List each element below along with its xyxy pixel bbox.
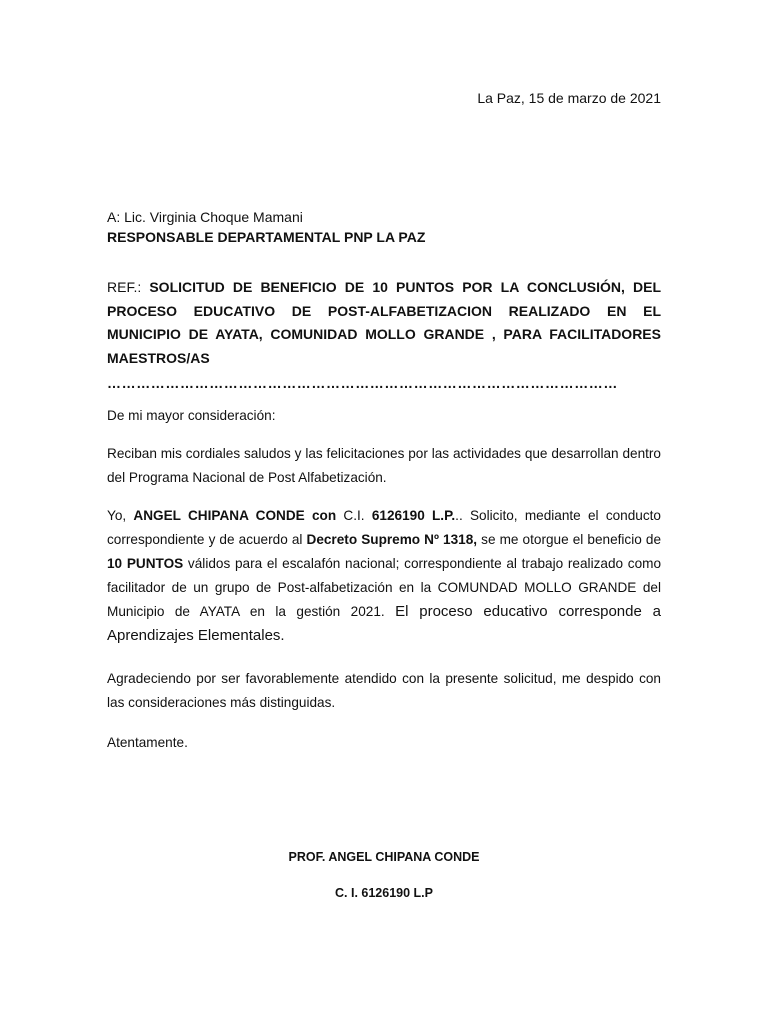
reference-prefix: REF.: [107, 279, 150, 295]
reference-subject: SOLICITUD DE BENEFICIO DE 10 PUNTOS POR LA CONCLUSIÓN, DEL PROCESO EDUCATIVO DE POST-ALFABETIZACION REALIZADO EN EL MUNICIPIO DE AYATA, COMUNIDAD MOLLO GRANDE , PARA FACILITADORES MAESTROS/AS [107, 279, 661, 366]
signature-name: PROF. ANGEL CHIPANA CONDE [288, 850, 480, 864]
request-text-5: válidos para el escalafón nacional; correspondiente al trabajo realizado como facilitador de un grupo de Post-alfabetización en la COMUNDAD MOLLO GRANDE del Municipio de AYATA en la gestión 2021. [107, 556, 662, 619]
paragraph-request [107, 504, 661, 648]
letter-date: La Paz, 15 de marzo de 2021 [477, 90, 661, 106]
reference-block [107, 276, 661, 370]
decree-reference: Decreto Supremo Nº 1318, [306, 532, 478, 547]
applicant-ci: 6126190 L.P. [371, 508, 456, 523]
request-text-2: C.I. [336, 508, 372, 523]
request-text-4: se me otorgue el beneficio de [477, 532, 662, 547]
request-text-1: Yo, [107, 508, 134, 523]
request-text-6: El proceso educativo corresponde a Aprendizajes Elementales. [107, 603, 661, 644]
points-amount: 10 PUNTOS [107, 556, 184, 571]
paragraph-salutation: Reciban mis cordiales saludos y las felicitaciones por las actividades que desarrollan dentro del Programa Nacional de Post Alfabetización. [107, 446, 661, 485]
signature-id: C. I. 6126190 L.P [335, 886, 433, 900]
applicant-name: ANGEL CHIPANA CONDE con [133, 508, 337, 523]
closing: Atentamente. [107, 735, 188, 750]
paragraph-thanks: Agradeciendo por ser favorablemente atendido con la presente solicitud, me despido con las consideraciones más distinguidas. [107, 671, 661, 710]
addressee-block [107, 207, 661, 247]
addressee-role: RESPONSABLE DEPARTAMENTAL PNP LA PAZ [107, 229, 426, 245]
dotted-separator: …………………………………………………………………………………………… [107, 375, 618, 391]
addressee-name: A: Lic. Virginia Choque Mamani [107, 209, 303, 225]
greeting: De mi mayor consideración: [107, 408, 276, 423]
request-text-3: .. Solicito, mediante el conducto correspondiente y de acuerdo al [107, 508, 661, 547]
